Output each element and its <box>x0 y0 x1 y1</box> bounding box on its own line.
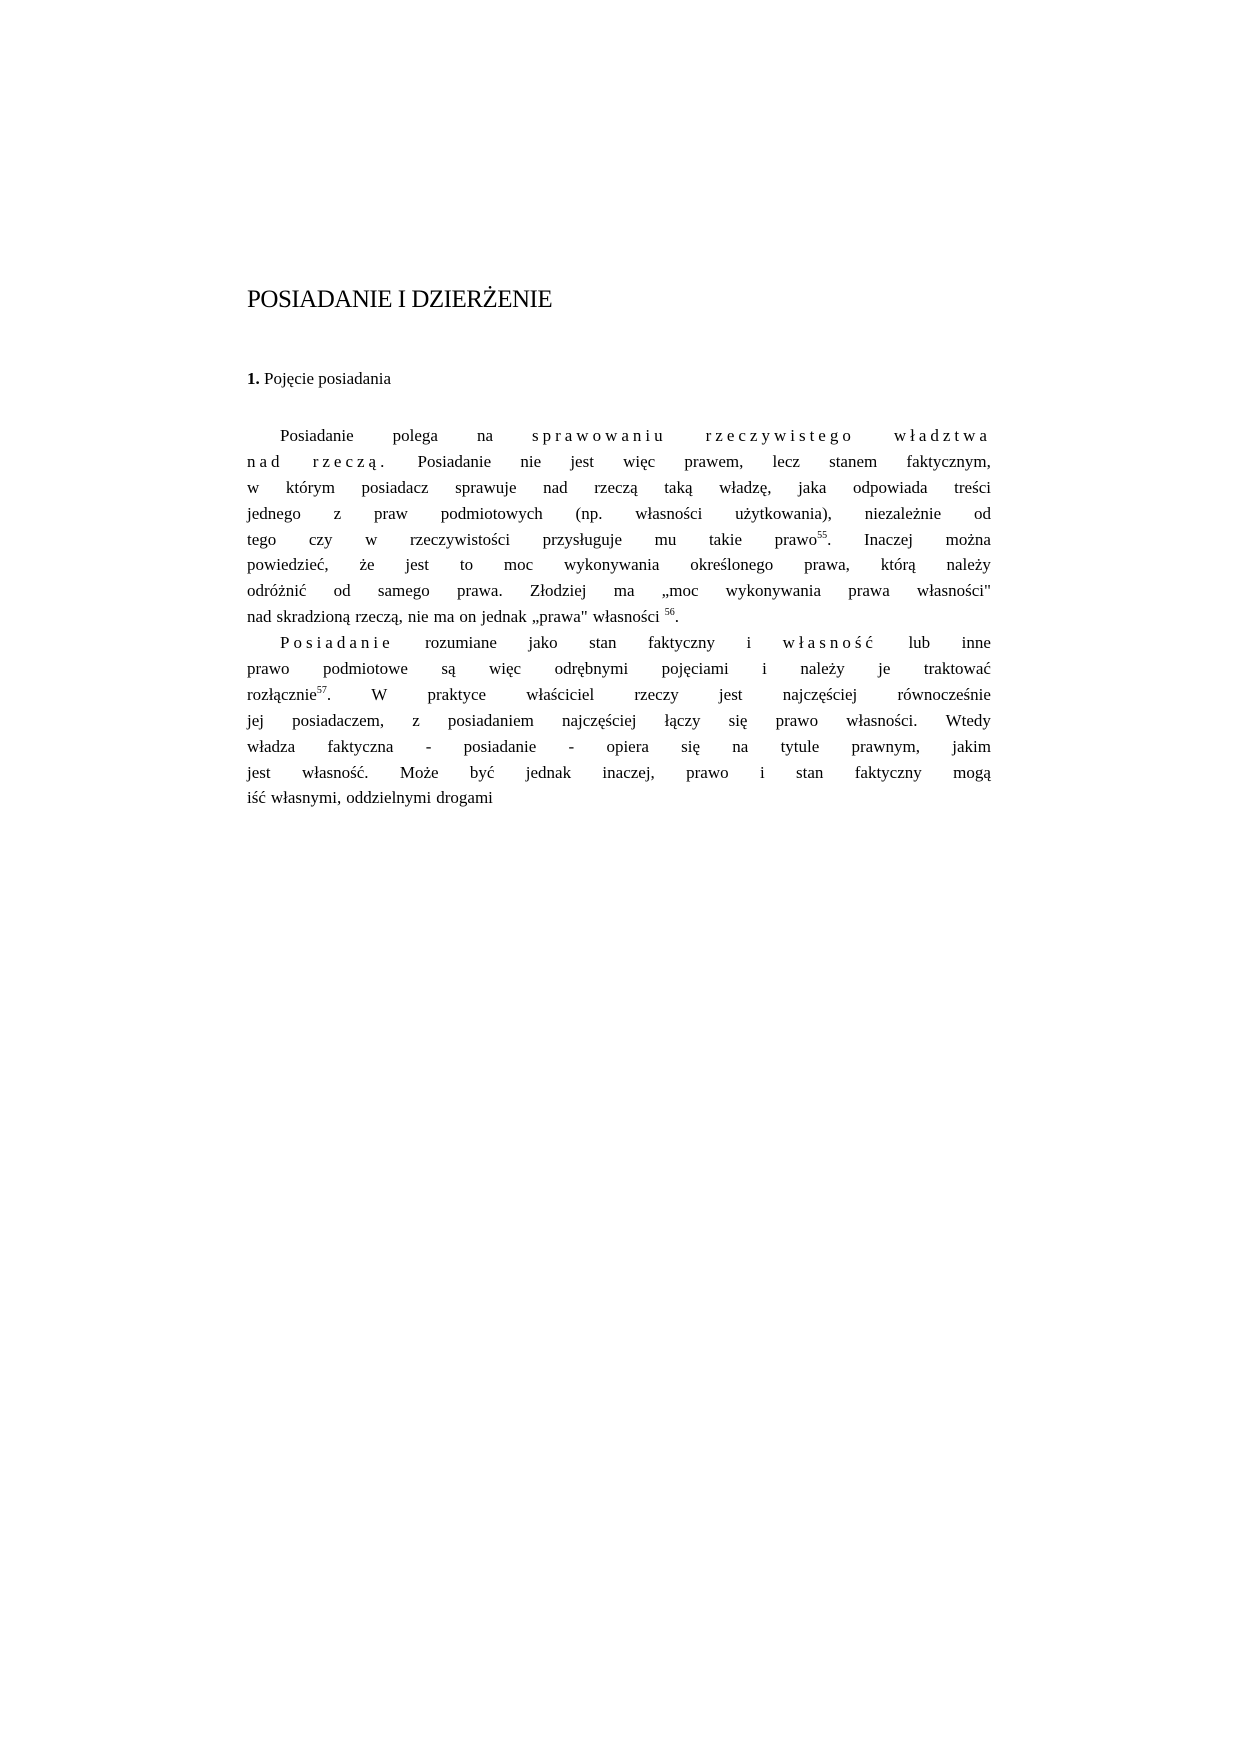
word: posiadacz <box>361 477 429 497</box>
text-line <box>247 423 991 449</box>
word: rzeczą, <box>355 607 403 627</box>
word: nad <box>247 607 272 627</box>
word: że <box>359 555 375 575</box>
word: stan <box>796 762 824 782</box>
word: W <box>371 684 388 704</box>
word: powiedzieć, <box>247 555 329 575</box>
word: odróżnić <box>247 581 307 601</box>
footnote-ref-55[interactable]: 55 <box>817 529 828 541</box>
document-body <box>247 423 991 811</box>
word: jednego <box>247 503 301 523</box>
word: i <box>762 659 767 679</box>
word: niezależnie <box>864 503 942 523</box>
text-line <box>247 527 991 553</box>
word: własności <box>635 503 703 523</box>
word: z <box>333 503 342 523</box>
word: Może <box>399 762 439 782</box>
word: stanem <box>829 451 878 471</box>
word: treści <box>954 477 991 497</box>
word: polega <box>392 426 438 445</box>
word: więc <box>623 451 656 471</box>
word: prawo <box>247 659 290 679</box>
word: łączy <box>664 710 701 730</box>
word: inaczej, <box>602 762 655 782</box>
word: prawo <box>686 762 729 782</box>
word: rzeczywistego <box>705 426 855 445</box>
word: w <box>247 477 260 497</box>
word: takie <box>708 529 742 549</box>
word: (np. <box>575 503 603 523</box>
word: własność. <box>301 762 369 782</box>
word: władzę, <box>719 477 772 497</box>
text-line <box>247 449 991 475</box>
word: sprawowaniu <box>531 426 667 445</box>
word: własności" <box>916 581 991 601</box>
word: odrębnymi <box>554 659 629 679</box>
word: się <box>728 710 748 730</box>
word: podmiotowe <box>322 659 408 679</box>
word: je <box>878 659 891 679</box>
footnote-ref-57[interactable]: 57 <box>316 684 327 696</box>
word: przysługuje <box>542 529 622 549</box>
word: opiera <box>606 736 649 756</box>
word: określonego <box>690 555 774 575</box>
word: jednak <box>525 762 572 782</box>
word: rozłącznie <box>247 684 317 704</box>
word: praktyce <box>427 684 487 704</box>
word: własność <box>782 633 877 653</box>
word: z <box>412 710 420 730</box>
word: rzeczywistości <box>409 529 511 549</box>
word: którą <box>880 555 916 575</box>
word: od <box>973 503 991 523</box>
word: „moc <box>661 581 699 601</box>
word: władztwa <box>893 426 991 445</box>
word: - <box>425 736 432 756</box>
word: Złodziej <box>529 581 587 601</box>
word: skradzioną <box>276 607 351 627</box>
word: prawem, <box>684 451 744 471</box>
word: Inaczej <box>863 529 914 549</box>
word: prawo <box>775 710 819 730</box>
word: iść <box>247 788 266 808</box>
word: posiadaniem <box>447 710 534 730</box>
word: podmiotowych <box>440 503 543 523</box>
word: drogami <box>436 788 493 808</box>
word: wykonywania <box>725 581 822 601</box>
text-line <box>247 708 991 734</box>
word: należy <box>800 659 845 679</box>
word: i <box>759 762 765 782</box>
word: samego <box>377 581 430 601</box>
word: czy <box>308 529 333 549</box>
word: Posiadanie <box>417 451 492 471</box>
word: Posiadanie <box>280 633 394 653</box>
word: właściciel <box>526 684 595 704</box>
word: najczęściej <box>561 710 637 730</box>
word: najczęściej <box>782 684 858 704</box>
section-number: 1. <box>247 369 260 388</box>
word: są <box>441 659 456 679</box>
word: nad <box>247 451 284 471</box>
word: użytkowania), <box>735 503 832 523</box>
period: . <box>827 529 832 549</box>
word: taką <box>664 477 693 497</box>
word: ma <box>433 607 455 627</box>
period: . <box>674 607 680 627</box>
text-line <box>247 578 991 604</box>
word: pojęciami <box>661 659 729 679</box>
word: Posiadanie <box>280 426 354 445</box>
word-with-footnote <box>593 604 684 630</box>
word: jakim <box>952 736 991 756</box>
word: ma <box>613 581 635 601</box>
word: traktować <box>923 659 991 679</box>
text-line <box>247 475 991 501</box>
word: od <box>333 581 351 601</box>
word: - <box>568 736 575 756</box>
word: mogą <box>953 762 991 782</box>
word: posiadaczem, <box>292 710 385 730</box>
word: więc <box>489 659 522 679</box>
word: wykonywania <box>564 555 660 575</box>
word: prawa. <box>456 581 503 601</box>
word-with-footnote <box>775 527 832 553</box>
word: lecz <box>772 451 800 471</box>
text-line <box>247 552 991 578</box>
footnote-ref-56[interactable]: 56 <box>664 607 675 619</box>
word: na <box>732 736 749 756</box>
word: być <box>469 762 495 782</box>
word: posiadanie <box>463 736 537 756</box>
word: odpowiada <box>852 477 928 497</box>
word: i <box>746 633 752 653</box>
word: władza <box>247 736 296 756</box>
word: „prawa" <box>531 607 588 627</box>
word: można <box>945 529 991 549</box>
word: tego <box>247 529 277 549</box>
word: Wtedy <box>945 710 991 730</box>
word: na <box>476 426 493 445</box>
word: równocześnie <box>897 684 991 704</box>
section-title: Pojęcie posiadania <box>264 369 391 388</box>
word: inne <box>961 633 991 653</box>
word: sprawuje <box>455 477 517 497</box>
word: faktycznym, <box>906 451 991 471</box>
word: faktyczny <box>647 633 715 653</box>
word: jest <box>570 451 594 471</box>
word: tytule <box>780 736 820 756</box>
word: nie <box>520 451 542 471</box>
word: prawnym, <box>851 736 920 756</box>
period: . <box>326 684 332 704</box>
word: oddzielnymi <box>346 788 432 808</box>
word: jest <box>247 762 271 782</box>
word: nad <box>543 477 568 497</box>
word: faktyczny <box>854 762 922 782</box>
word: jest <box>718 684 743 704</box>
word-with-footnote <box>247 682 331 708</box>
word: faktyczna <box>327 736 394 756</box>
word: praw <box>373 503 408 523</box>
word: nie <box>407 607 429 627</box>
document-title: POSIADANIE I DZIERŻENIE <box>247 286 553 313</box>
word: jaka <box>798 477 827 497</box>
word: jest <box>405 555 430 575</box>
word: w <box>365 529 378 549</box>
word: prawo <box>774 529 818 549</box>
section-heading <box>247 369 391 389</box>
text-line <box>247 630 991 656</box>
word: jej <box>247 710 264 730</box>
word: rozumiane <box>425 633 497 653</box>
word: to <box>459 555 474 575</box>
word: stan <box>589 633 617 653</box>
word: własności <box>592 607 660 627</box>
word: rzeczą <box>594 477 638 497</box>
word: moc <box>503 555 534 575</box>
word: własnymi, <box>270 788 342 808</box>
word: którym <box>285 477 335 497</box>
text-line <box>247 656 991 682</box>
word: rzeczą. <box>312 451 389 471</box>
text-line <box>247 734 991 760</box>
word: się <box>681 736 701 756</box>
word: rzeczy <box>634 684 679 704</box>
text-line <box>247 501 991 527</box>
word: należy <box>946 555 991 575</box>
word: jako <box>528 633 558 653</box>
word: własności. <box>846 710 918 730</box>
text-line <box>247 785 991 811</box>
word: prawa <box>848 581 890 601</box>
word: prawa, <box>804 555 850 575</box>
word: on <box>459 607 477 627</box>
text-line <box>247 760 991 786</box>
text-line <box>247 682 991 708</box>
word: jednak <box>481 607 527 627</box>
word: mu <box>654 529 677 549</box>
word: lub <box>908 633 931 653</box>
text-line <box>247 604 991 630</box>
